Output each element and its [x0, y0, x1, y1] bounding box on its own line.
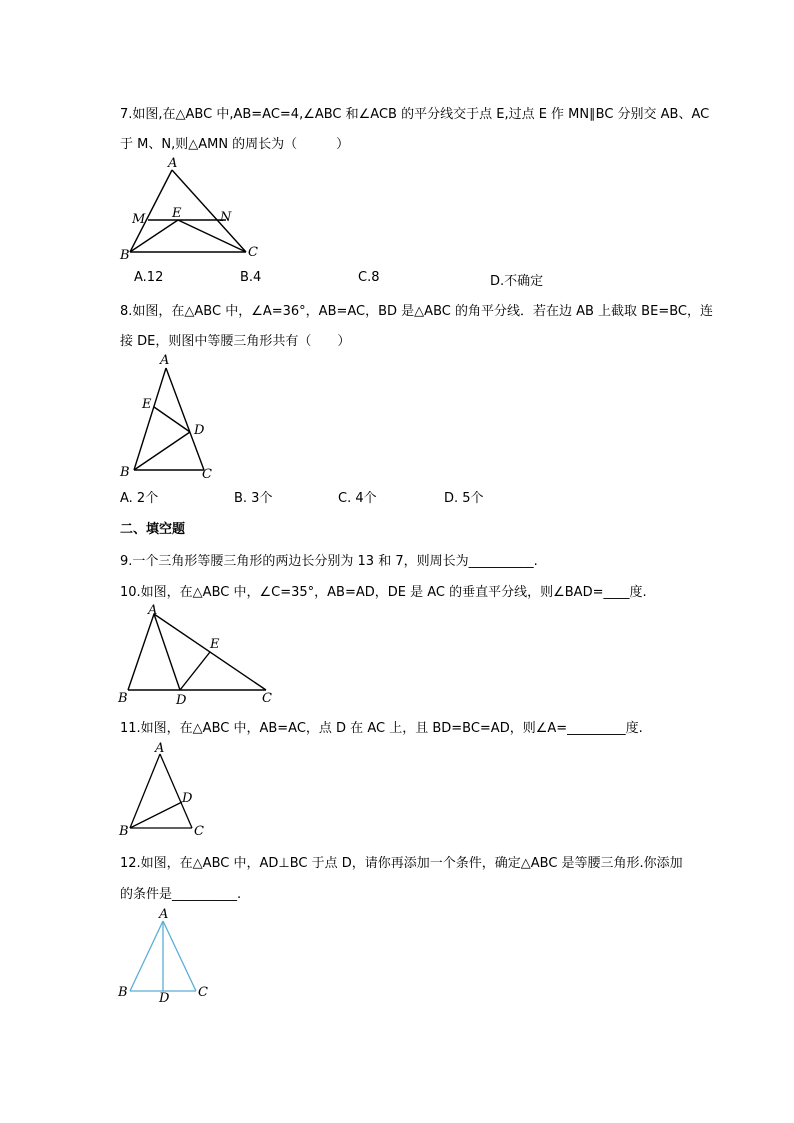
- q11-label-b: B: [119, 824, 129, 839]
- q12-segment-ac: [163, 921, 196, 991]
- q11-label-c: C: [194, 824, 204, 839]
- q11-label-a: A: [155, 741, 165, 756]
- q8-option-d[interactable]: D. 5个: [444, 491, 484, 506]
- q10-figure: [112, 602, 282, 707]
- q7-option-a[interactable]: A.12: [134, 270, 164, 285]
- q11-segment-ab: [130, 754, 160, 828]
- q11-figure: [112, 740, 212, 840]
- q11-label-d: D: [182, 791, 193, 806]
- q7-segment-ac: [172, 170, 246, 252]
- q10-text: 10.如图，在△ABC 中，∠C=35°，AB=AD，DE 是 AC 的垂直平分线，则∠BAD=____度.: [120, 585, 647, 600]
- q7-segment-ce: [178, 220, 246, 252]
- q10-label-e: E: [210, 637, 220, 652]
- q8-option-c[interactable]: C. 4个: [338, 491, 377, 506]
- q12-label-d: D: [159, 991, 170, 1005]
- q8-text-line2: 接 DE，则图中等腰三角形共有（ ）: [120, 334, 351, 349]
- q9-text: 9.一个三角形等腰三角形的两边长分别为 13 和 7，则周长为__________.: [120, 554, 538, 569]
- q7-label-n: N: [220, 210, 232, 225]
- q8-label-b: B: [120, 465, 130, 480]
- q12-text-line1: 12.如图，在△ABC 中，AD⊥BC 于点 D，请你再添加一个条件，确定△ABC 是等腰三角形.你添加: [120, 856, 683, 871]
- q7-label-c: C: [248, 245, 258, 260]
- q10-label-d: D: [176, 693, 187, 707]
- q8-segment-bd: [134, 432, 190, 470]
- q7-option-d[interactable]: D.不确定: [490, 274, 544, 289]
- q8-segment-ab: [134, 368, 166, 470]
- q12-text-line2: 的条件是__________.: [120, 887, 242, 902]
- q7-text-line2: 于 M、N,则△AMN 的周长为（ ）: [120, 137, 350, 152]
- q7-label-a: A: [168, 156, 178, 171]
- q12-figure: [112, 905, 222, 1005]
- q10-label-c: C: [262, 691, 272, 706]
- q12-label-a: A: [159, 907, 169, 922]
- q12-label-c: C: [198, 985, 208, 1000]
- q12-label-b: B: [118, 985, 128, 1000]
- q8-figure: [112, 352, 232, 482]
- q8-label-e: E: [142, 397, 152, 412]
- q7-label-b: B: [120, 248, 130, 263]
- q8-text-line1: 8.如图，在△ABC 中，∠A=36°，AB=AC，BD 是△ABC 的角平分线．若在边 AB 上截取 BE=BC，连: [120, 304, 713, 319]
- q8-label-a: A: [160, 353, 170, 368]
- q10-label-b: B: [118, 691, 128, 706]
- q7-label-e: E: [172, 206, 182, 221]
- q7-text-line1: 7.如图,在△ABC 中,AB=AC=4,∠ABC 和∠ACB 的平分线交于点 E,过点 E 作 MN∥BC 分别交 AB、AC: [120, 107, 710, 122]
- q8-label-c: C: [202, 467, 212, 482]
- section-title: 二、填空题: [120, 522, 186, 537]
- q10-segment-ab: [128, 614, 154, 690]
- q10-segment-ad: [154, 614, 180, 690]
- q7-segment-ab: [130, 170, 172, 252]
- q7-option-c[interactable]: C.8: [358, 270, 380, 285]
- q11-segment-bd: [130, 802, 182, 828]
- q11-text: 11.如图，在△ABC 中，AB=AC，点 D 在 AC 上，且 BD=BC=AD，则∠A=_________度.: [120, 721, 643, 736]
- q8-option-a[interactable]: A. 2个: [120, 491, 159, 506]
- q7-option-b[interactable]: B.4: [240, 270, 262, 285]
- q8-label-d: D: [194, 423, 205, 438]
- q12-segment-ab: [130, 921, 163, 991]
- q10-segment-de: [180, 652, 210, 690]
- q7-label-m: M: [132, 212, 146, 227]
- q10-label-a: A: [148, 603, 158, 618]
- q8-option-b[interactable]: B. 3个: [234, 491, 273, 506]
- q7-figure: [112, 155, 272, 265]
